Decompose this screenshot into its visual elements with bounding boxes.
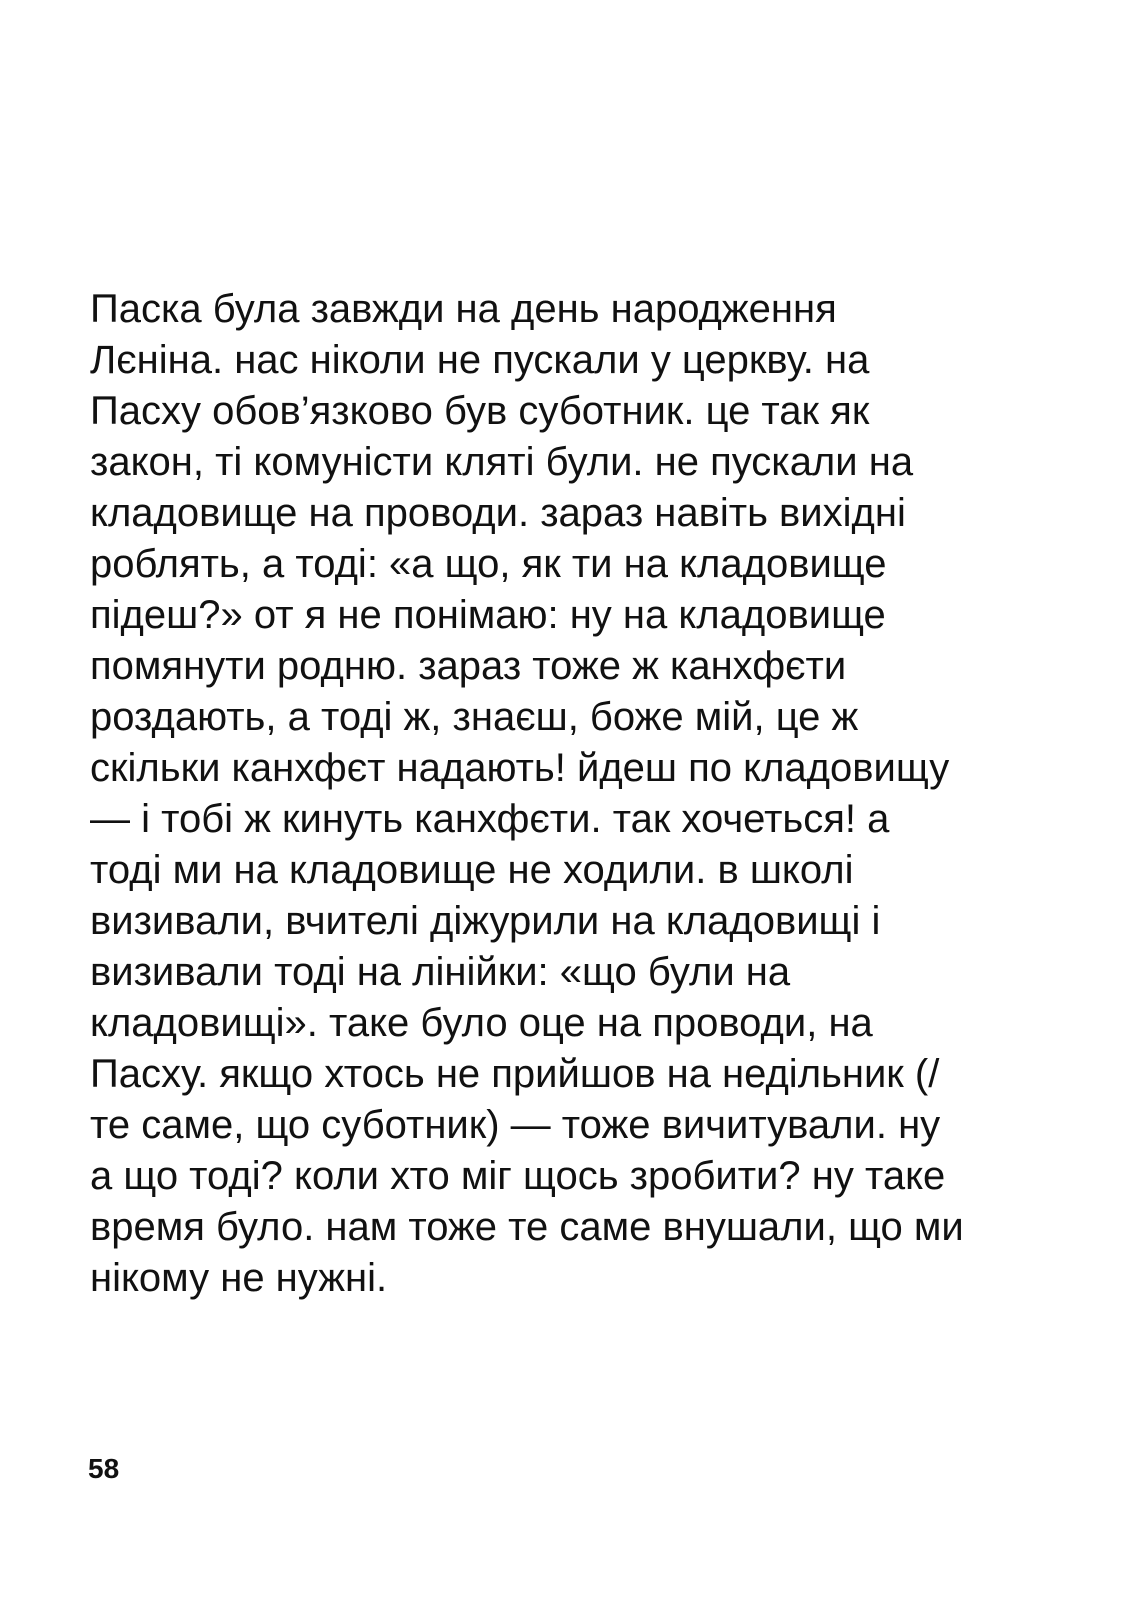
text-line: нікому не нужні. (90, 1256, 388, 1300)
text-line: визивали тоді на лінійки: «що були на (90, 950, 791, 994)
text-line: Пасху. якщо хтось не прийшов на недільник (/ (90, 1052, 940, 1096)
page-number: 58 (88, 1453, 120, 1484)
text-line: Пасху обов’язково був суботник. це так як (90, 389, 870, 433)
text-line: а що тоді? коли хто міг щось зробити? ну таке (90, 1154, 946, 1198)
text-line: Паска була завжди на день народження (90, 287, 837, 331)
text-line: тоді ми на кладовище не ходили. в школі (90, 848, 854, 892)
body-paragraph (90, 284, 1090, 1304)
text-line: кладовищі». таке було оце на проводи, на (90, 1001, 873, 1045)
text-line: помянути родню. зараз тоже ж канхфєти (90, 644, 847, 688)
text-line: закон, ті комуністи кляті були. не пускали на (90, 440, 914, 484)
text-line: роздають, а тоді ж, знаєш, боже мій, це ж (90, 695, 859, 739)
text-line: те саме, що суботник) — тоже вичитували. ну (90, 1103, 941, 1147)
text-line: підеш?» от я не понімаю: ну на кладовище (90, 593, 886, 637)
text-line: роблять, а тоді: «а що, як ти на кладовище (90, 542, 887, 586)
text-line: — і тобі ж кинуть канхфєти. так хочеться! а (90, 797, 890, 841)
text-line: Лєніна. нас ніколи не пускали у церкву. на (90, 338, 870, 382)
text-line: время було. нам тоже те саме внушали, що ми (90, 1205, 964, 1249)
text-line: скільки канхфєт надають! йдеш по кладовищу (90, 746, 950, 790)
text-line: визивали, вчителі діжурили на кладовищі і (90, 899, 881, 943)
text-line: кладовище на проводи. зараз навіть вихідні (90, 491, 906, 535)
